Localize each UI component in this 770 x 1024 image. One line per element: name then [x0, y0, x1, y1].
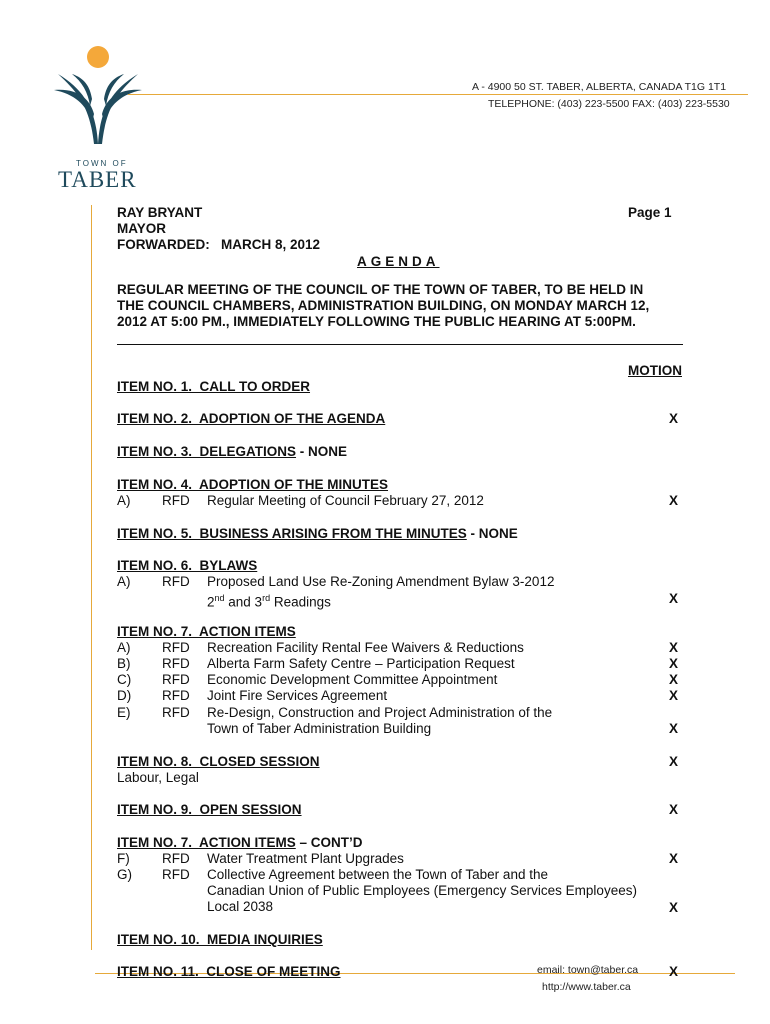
rfd-label: RFD: [162, 672, 190, 687]
item-letter: G): [117, 867, 132, 882]
item-8: [117, 754, 320, 770]
description-line-2: THE COUNCIL CHAMBERS, ADMINISTRATION BUILDING, ON MONDAY MARCH 12,: [117, 298, 650, 313]
header-rule: [128, 94, 748, 95]
item-text: Economic Development Committee Appointment: [207, 672, 498, 687]
ordinal-3: and 3: [224, 594, 263, 610]
ordinal-2: 2: [207, 594, 215, 610]
item-text: Alberta Farm Safety Centre – Participation Request: [207, 656, 515, 671]
item-letter: C): [117, 672, 132, 687]
motion-mark-item-11: X: [669, 964, 679, 979]
rfd-label: RFD: [162, 688, 190, 703]
item-text: Collective Agreement between the Town of Taber and the: [207, 867, 548, 882]
item-4: [117, 477, 388, 493]
margin-rule: [91, 205, 92, 950]
item-5-suffix: - NONE: [466, 526, 518, 541]
item-7-e-line2: Town of Taber Administration Building: [207, 721, 432, 736]
rfd-label: RFD: [162, 640, 190, 655]
separator-rule: [117, 344, 683, 345]
item-3-title: ITEM NO. 3. DELEGATIONS: [117, 444, 297, 459]
item-7-title: ITEM NO. 7. ACTION ITEMS: [117, 624, 296, 639]
item-3-suffix: - NONE: [296, 444, 348, 459]
motion-mark-item-7g: X: [669, 900, 679, 915]
item-7-g-line2: Canadian Union of Public Employees (Emergency Services Employees): [207, 883, 637, 898]
motion-mark-item-7e: X: [669, 721, 679, 736]
item-2-title: ITEM NO. 2. ADOPTION OF THE AGENDA: [117, 411, 386, 426]
motion-mark-item-8: X: [669, 754, 679, 769]
item-7-g: [117, 867, 548, 883]
item-6-title: ITEM NO. 6. BYLAWS: [117, 558, 258, 573]
footer-website: http://www.taber.ca: [542, 981, 631, 993]
item-7-contd-suffix: – CONT’D: [295, 835, 363, 850]
rfd-label: RFD: [162, 574, 190, 589]
item-text: Recreation Facility Rental Fee Waivers & Reductions: [207, 640, 524, 655]
mayor-title: MAYOR: [117, 221, 167, 236]
item-7-d: [117, 688, 387, 704]
item-letter: E): [117, 705, 131, 720]
item-2: [117, 411, 385, 427]
item-text: Water Treatment Plant Upgrades: [207, 851, 404, 866]
item-letter: D): [117, 688, 132, 703]
item-7-a: [117, 640, 524, 656]
item-5-title: ITEM NO. 5. BUSINESS ARISING FROM THE MINUTES: [117, 526, 467, 541]
item-1-title: ITEM NO. 1. CALL TO ORDER: [117, 379, 311, 394]
motion-mark-item-7b: X: [669, 656, 679, 671]
item-letter: A): [117, 574, 131, 589]
item-letter: B): [117, 656, 131, 671]
rfd-label: RFD: [162, 851, 190, 866]
item-letter: A): [117, 640, 131, 655]
item-text: Joint Fire Services Agreement: [207, 688, 388, 703]
item-10-title: ITEM NO. 10. MEDIA INQUIRIES: [117, 932, 323, 947]
motion-mark-item-7c: X: [669, 672, 679, 687]
item-5: [117, 526, 518, 542]
item-text: Regular Meeting of Council February 27, 2012: [207, 493, 484, 508]
motion-mark-item-4a: X: [669, 493, 679, 508]
item-7-e: [117, 705, 552, 721]
item-7-f: [117, 851, 404, 867]
item-6-a-line2: [207, 590, 331, 611]
rfd-label: RFD: [162, 705, 190, 720]
motion-mark-item-9: X: [669, 802, 679, 817]
item-7-b: [117, 656, 515, 672]
item-6: [117, 558, 257, 574]
item-7-contd-title: ITEM NO. 7. ACTION ITEMS: [117, 835, 296, 850]
motion-mark-item-2: X: [669, 411, 679, 426]
item-letter: F): [117, 851, 130, 866]
item-10: [117, 932, 323, 948]
forwarded-date: FORWARDED: MARCH 8, 2012: [117, 237, 321, 252]
meeting-description: [117, 282, 649, 330]
item-9: [117, 802, 302, 818]
item-11: [117, 964, 341, 980]
item-7: [117, 624, 296, 640]
phone-fax: TELEPHONE: (403) 223-5500 FAX: (403) 223-5530: [488, 98, 730, 110]
rfd-label: RFD: [162, 493, 190, 508]
page-number: Page 1: [628, 205, 672, 220]
description-line-3: 2012 AT 5:00 PM., IMMEDIATELY FOLLOWING THE PUBLIC HEARING AT 5:00PM.: [117, 314, 636, 329]
item-11-title: ITEM NO. 11. CLOSE OF MEETING: [117, 964, 341, 979]
rfd-label: RFD: [162, 867, 190, 882]
item-7-g-line3: Local 2038: [207, 899, 274, 914]
description-line-1: REGULAR MEETING OF THE COUNCIL OF THE TOWN OF TABER, TO BE HELD IN: [117, 282, 644, 297]
motion-mark-item-6a: X: [669, 591, 679, 606]
rfd-label: RFD: [162, 656, 190, 671]
item-3: [117, 444, 347, 460]
item-9-title: ITEM NO. 9. OPEN SESSION: [117, 802, 302, 817]
item-8-subtitle: Labour, Legal: [117, 770, 199, 785]
item-1: [117, 379, 310, 395]
item-letter: A): [117, 493, 131, 508]
item-7-contd: [117, 835, 363, 851]
item-text: Re-Design, Construction and Project Administration of the: [207, 705, 553, 720]
item-4-a: [117, 493, 484, 509]
item-7-c: [117, 672, 497, 688]
item-4-title: ITEM NO. 4. ADOPTION OF THE MINUTES: [117, 477, 389, 492]
motion-header: MOTION: [628, 363, 682, 378]
ordinal-suffix-rd: rd: [262, 593, 271, 603]
address: A - 4900 50 ST. TABER, ALBERTA, CANADA T1G 1T1: [472, 81, 727, 93]
motion-mark-item-7d: X: [669, 688, 679, 703]
item-text: Proposed Land Use Re-Zoning Amendment Bylaw 3-2012: [207, 574, 555, 589]
ordinal-suffix-nd: nd: [214, 593, 225, 603]
taber-emblem-icon: [50, 44, 150, 164]
town-name: TABER: [58, 167, 137, 192]
agenda-title: AGENDA: [357, 254, 440, 269]
mayor-name: RAY BRYANT: [117, 205, 203, 220]
readings-label: Readings: [270, 594, 331, 610]
motion-mark-item-7a: X: [669, 640, 679, 655]
item-6-a: [117, 574, 554, 590]
town-of-label: TOWN OF: [76, 159, 128, 168]
motion-mark-item-7f: X: [669, 851, 679, 866]
item-8-title: ITEM NO. 8. CLOSED SESSION: [117, 754, 320, 769]
footer-email: email: town@taber.ca: [537, 964, 639, 976]
